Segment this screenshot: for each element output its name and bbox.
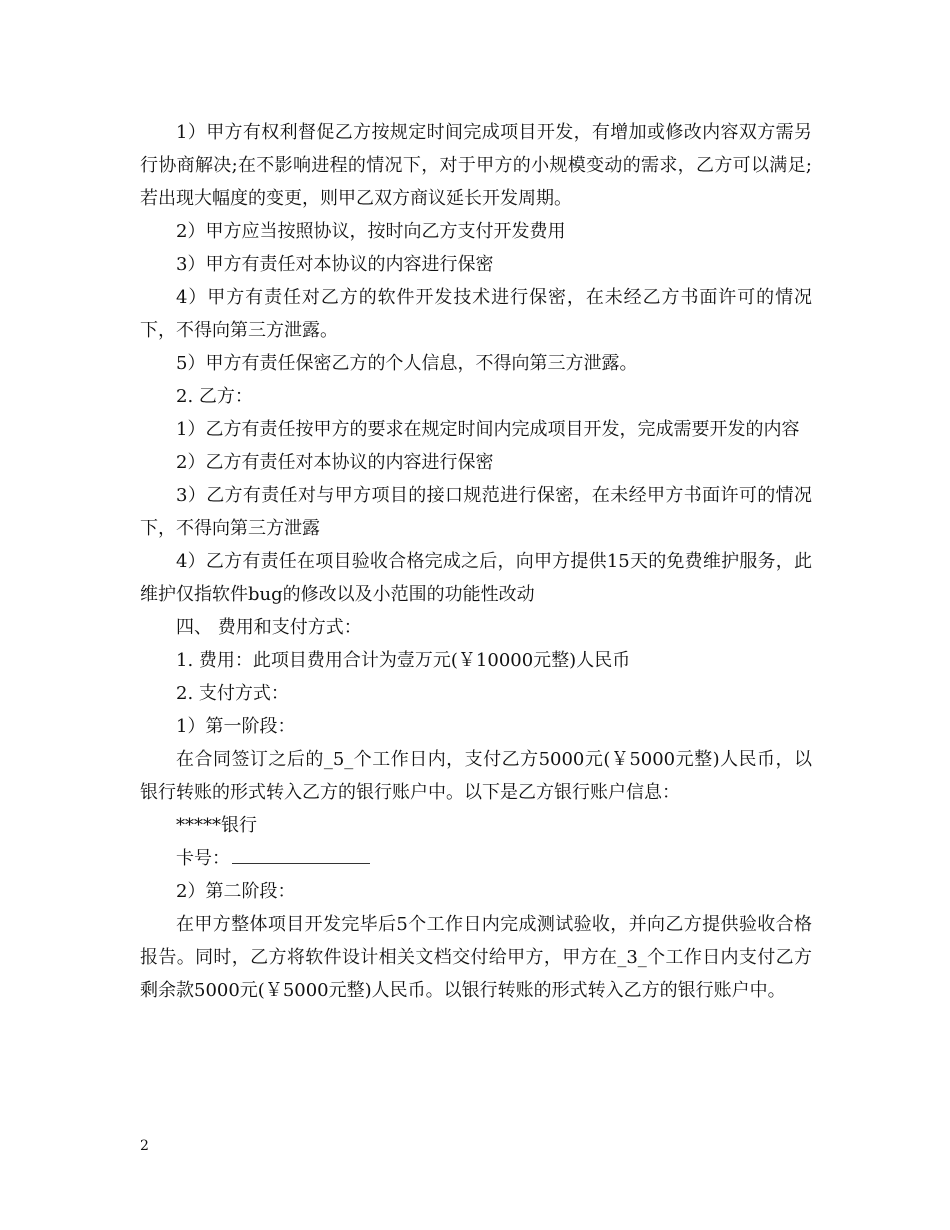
paragraph-party-b-duty-3: 3）乙方有责任对与甲方项目的接口规范进行保密，在未经甲方书面许可的情况下，不得向第三方泄露 bbox=[140, 485, 812, 539]
paragraph-party-b-duty-4: 4）乙方有责任在项目验收合格完成之后，向甲方提供15天的免费维护服务，此维护仅指软件bug的修改以及小范围的功能性改动 bbox=[140, 551, 812, 605]
page-number: 2 bbox=[140, 1138, 149, 1154]
card-number-blank-line bbox=[232, 847, 370, 864]
paragraph-stage-one-payment: 在合同签订之后的_5_个工作日内，支付乙方5000元(￥5000元整)人民币，以银行转账的形式转入乙方的银行账户中。以下是乙方银行账户信息： bbox=[140, 749, 812, 803]
paragraph-party-a-right-1: 1）甲方有权利督促乙方按规定时间完成项目开发，有增加或修改内容双方需另行协商解决;在不影响进程的情况下，对于甲方的小规模变动的需求，乙方可以满足;若出现大幅度的变更，则甲乙双方商议延长开发周期。 bbox=[140, 122, 812, 209]
paragraph-stage-two-payment: 在甲方整体项目开发完毕后5个工作日内完成测试验收，并向乙方提供验收合格报告。同时，乙方将软件设计相关文档交付给甲方，甲方在_3_个工作日内支付乙方剩余款5000元(￥5000元整)人民币。以银行转账的形式转入乙方的银行账户中。 bbox=[140, 914, 812, 1001]
heading-party-b: 2. 乙方： bbox=[176, 386, 253, 407]
heading-stage-one: 1）第一阶段： bbox=[176, 716, 296, 737]
heading-payment-method: 2. 支付方式： bbox=[176, 683, 289, 704]
heading-fees-and-payment: 四、 费用和支付方式： bbox=[176, 617, 362, 638]
heading-stage-two: 2）第二阶段： bbox=[176, 881, 296, 902]
card-number-label: 卡号： bbox=[176, 848, 230, 869]
paragraph-bank-name: *****银行 bbox=[176, 815, 257, 836]
document-body bbox=[140, 116, 812, 1007]
paragraph-party-a-duty-5: 5）甲方有责任保密乙方的个人信息，不得向第三方泄露。 bbox=[176, 353, 638, 374]
paragraph-party-b-duty-2: 2）乙方有责任对本协议的内容进行保密 bbox=[176, 452, 494, 473]
paragraph-party-a-duty-3: 3）甲方有责任对本协议的内容进行保密 bbox=[176, 254, 494, 275]
paragraph-party-a-duty-4: 4）甲方有责任对乙方的软件开发技术进行保密，在未经乙方书面许可的情况下，不得向第三方泄露。 bbox=[140, 287, 812, 341]
paragraph-party-b-duty-1: 1）乙方有责任按甲方的要求在规定时间内完成项目开发，完成需要开发的内容 bbox=[176, 419, 800, 440]
paragraph-card-number bbox=[140, 842, 812, 875]
paragraph-fee-total: 1. 费用：此项目费用合计为壹万元(￥10000元整)人民币 bbox=[176, 650, 631, 671]
paragraph-party-a-duty-2: 2）甲方应当按照协议，按时向乙方支付开发费用 bbox=[176, 221, 566, 242]
